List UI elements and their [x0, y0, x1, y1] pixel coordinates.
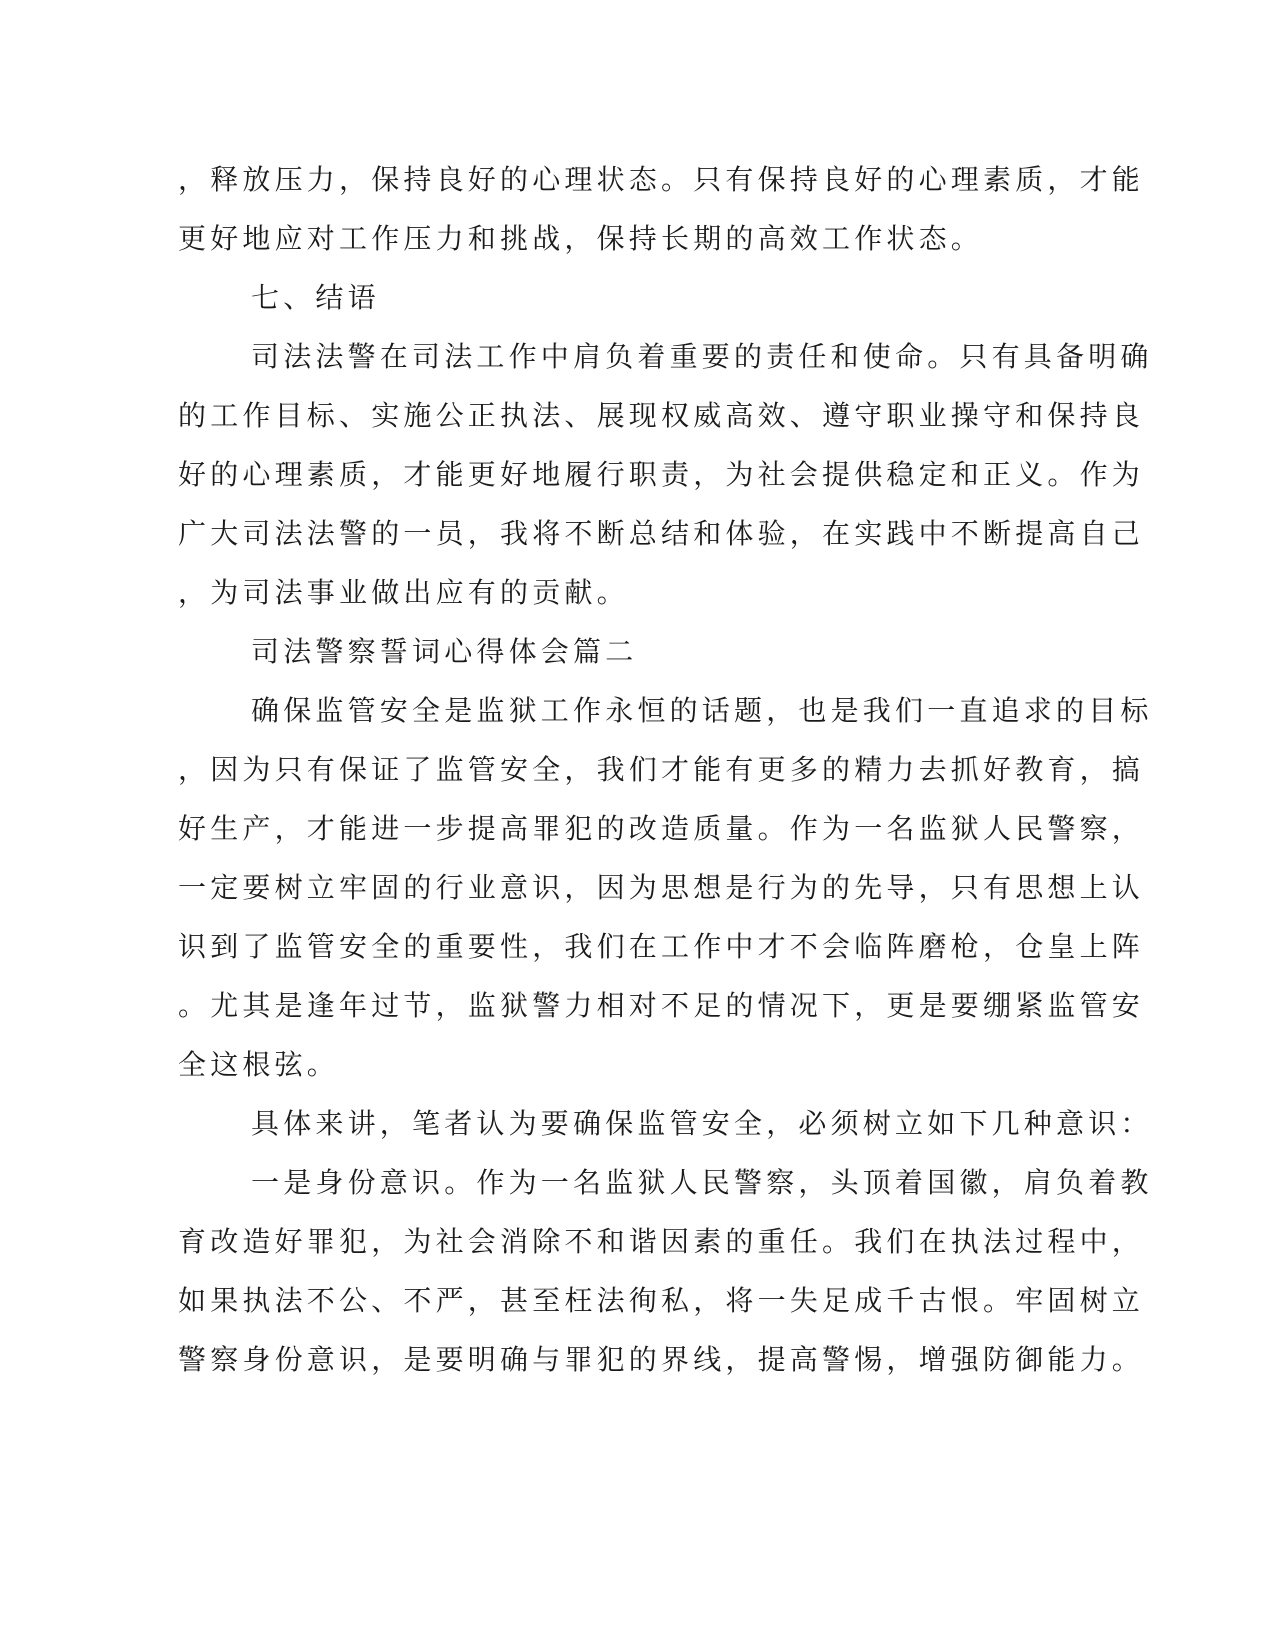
text-line: 确保监管安全是监狱工作永恒的话题，也是我们一直追求的目标	[251, 694, 1153, 727]
text-line: 警察身份意识，是要明确与罪犯的界线，提高警惕，增强防御能力。	[178, 1343, 1145, 1376]
text-line: 。尤其是逢年过节，监狱警力相对不足的情况下，更是要绷紧监管安	[178, 989, 1145, 1022]
text-line: 好生产，才能进一步提高罪犯的改造质量。作为一名监狱人民警察，	[178, 812, 1145, 845]
text-line: ，因为只有保证了监管安全，我们才能有更多的精力去抓好教育，搞	[178, 753, 1145, 786]
text-line: ，为司法事业做出应有的贡献。	[178, 576, 629, 609]
text-line: 司法法警在司法工作中肩负着重要的责任和使命。只有具备明确	[251, 340, 1153, 373]
text-line: 全这根弦。	[178, 1048, 340, 1081]
text-line: 如果执法不公、不严，甚至枉法徇私，将一失足成千古恨。牢固树立	[178, 1284, 1145, 1317]
text-line: 具体来讲，笔者认为要确保监管安全，必须树立如下几种意识：	[251, 1107, 1153, 1140]
text-line: 更好地应对工作压力和挑战，保持长期的高效工作状态。	[178, 222, 984, 255]
text-line: 育改造好罪犯，为社会消除不和谐因素的重任。我们在执法过程中，	[178, 1225, 1145, 1258]
text-line: ，释放压力，保持良好的心理状态。只有保持良好的心理素质，才能	[178, 163, 1145, 196]
text-line: 一是身份意识。作为一名监狱人民警察，头顶着国徽，肩负着教	[251, 1166, 1153, 1199]
text-line: 广大司法法警的一员，我将不断总结和体验，在实践中不断提高自己	[178, 517, 1145, 550]
text-line: 一定要树立牢固的行业意识，因为思想是行为的先导，只有思想上认	[178, 871, 1145, 904]
section-heading: 七、结语	[251, 281, 380, 314]
text-line: 的工作目标、实施公正执法、展现权威高效、遵守职业操守和保持良	[178, 399, 1145, 432]
text-line: 识到了监管安全的重要性，我们在工作中才不会临阵磨枪，仓皇上阵	[178, 930, 1145, 963]
text-line: 好的心理素质，才能更好地履行职责，为社会提供稳定和正义。作为	[178, 458, 1145, 491]
section-heading: 司法警察誓词心得体会篇二	[251, 635, 638, 668]
